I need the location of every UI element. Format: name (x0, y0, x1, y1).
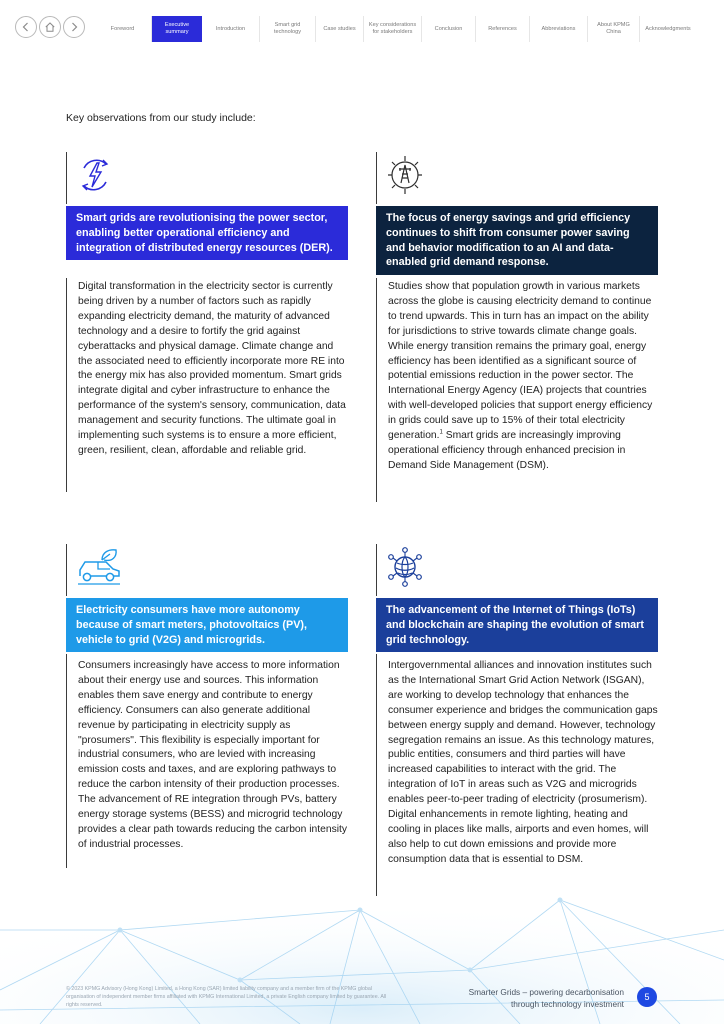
tab-key-considerations[interactable]: Key considerations for stakeholders (364, 16, 422, 42)
tab-executive-summary[interactable]: Executive summary (152, 16, 202, 42)
report-title-line: Smarter Grids – powering decarbonisation (468, 987, 624, 997)
home-button[interactable] (39, 16, 61, 38)
panel-body: Digital transformation in the electricity sector is currently being driven by a number of factors such as rapidly expanding electricity demand, the maturity of advanced technology and a desire to fortify the grid against cyberattacks and physical damage. Climate change and the associated need to efficiently incorporate more RE into the energy mix has also provided momentum. Smart grids integrate digital and cyber infrastructure to enhance the performance of the system's sensory, communication, data management and security functions. The ultimate goal in implementing such systems is to ensure a more efficient, green, resilient, clean, affordable and reliable grid. (78, 281, 346, 456)
power-tower-icon (386, 154, 424, 196)
panel-divider (66, 152, 67, 204)
footnote-marker[interactable]: 1 (439, 429, 443, 436)
chevron-right-icon (68, 21, 80, 33)
section-tabs (94, 16, 696, 42)
tab-introduction[interactable]: Introduction (202, 16, 260, 42)
panel-divider (376, 654, 377, 896)
observation-panel-efficiency (376, 152, 658, 502)
observation-panel-consumers (66, 544, 348, 868)
home-icon (44, 21, 56, 33)
intro-text: Key observations from our study include: (66, 112, 256, 124)
network-globe-icon (386, 546, 424, 588)
legal-notice: © 2023 KPMG Advisory (Hong Kong) Limited, a Hong Kong (SAR) limited liability company and a member firm of the KPMG global organisation of independent member firms affiliated with KPMG International Limited, a private English company limited by guarantee. All rights reserved. (66, 986, 387, 1008)
tab-foreword[interactable]: Foreword (94, 16, 152, 42)
tab-conclusion[interactable]: Conclusion (422, 16, 476, 42)
panel-heading: Smart grids are revolutionising the power sector, enabling better operational efficiency and integration of distributed energy resources (DER). (66, 206, 348, 260)
panel-body-text: Smart grids are increasingly improving operational efficiency through enhanced precision in Demand Side Management (DSM). (388, 430, 626, 471)
report-title-line: through technology investment (510, 999, 624, 1009)
panel-divider (376, 544, 377, 596)
tab-case-studies[interactable]: Case studies (316, 16, 364, 42)
tab-smart-grid-technology[interactable]: Smart grid technology (260, 16, 316, 42)
panel-divider (376, 152, 377, 204)
panel-body-text: Studies show that population growth in various markets across the globe is causing electricity demand to continue to trend upwards. This in turn has an impact on the ability for jurisdictions to strive towards climate change goals. While energy transition remains the primary goal, energy efficiency has been identified as a significant source of potential emissions reduction in the power sector. The International Energy Agency (IEA) projects that countries with well-developed policies that support energy efficiency in grids could save up to 15% of their total electricity generation. (388, 281, 653, 442)
panel-body: Consumers increasingly have access to more information about their energy use and sources. This information enables them save energy and contribute to energy efficiency. Consumers can also generate additional revenue by participating in electricity supply as "prosumers". This flexibility is especially important for industrial consumers, who are levied with increasing emission costs and taxes, and are exploring pathways to reduce the carbon intensity of their production processes. The advancement of RE integration through PVs, battery energy storage systems (BESS) and microgrid technology provides a clear path towards reducing the carbon intensity of industrial processes. (78, 660, 348, 850)
tab-about-kpmg-china[interactable]: About KPMG China (588, 16, 640, 42)
tab-references[interactable]: References (476, 16, 530, 42)
panel-body: Intergovernmental alliances and innovation institutes such as the International Smart Grid Action Network (ISGAN), are working to develop technology that enhances the consumer experience and bridges the communication gaps between energy supply and demand. However, technology segregation remains an issue. As this technology matures, public entities, consumers and third parties will have increased capabilities to interact with the grid. The integration of IoT in areas such as V2G and microgrids enables peer-to-peer trading of electricity (prosumerism). Digital enhancements in remote lighting, heating and cooling in places like malls, airports and even homes, will also help to cut down emissions and provide more consumption data that is essential to DSM. (388, 660, 658, 865)
lightning-cycle-icon (76, 154, 114, 196)
chevron-left-icon (20, 21, 32, 33)
panel-heading: Electricity consumers have more autonomy because of smart meters, photovoltaics (PV), vehicle to grid (V2G) and microgrids. (66, 598, 348, 652)
observation-panel-der (66, 152, 348, 492)
tab-abbreviations[interactable]: Abbreviations (530, 16, 588, 42)
panel-divider (66, 278, 67, 492)
forward-button[interactable] (63, 16, 85, 38)
panel-divider (66, 544, 67, 596)
panel-heading: The advancement of the Internet of Things (IoTs) and blockchain are shaping the evolution of smart grid technology. (376, 598, 658, 652)
report-title (438, 986, 624, 1010)
panel-body (388, 280, 660, 474)
electric-car-icon (76, 546, 122, 588)
panel-heading: The focus of energy savings and grid efficiency continues to shift from consumer power saving and behavior modification to an AI and data-enabled grid demand response. (376, 206, 658, 275)
back-button[interactable] (15, 16, 37, 38)
panel-divider (376, 278, 377, 502)
panel-divider (66, 654, 67, 868)
page-number: 5 (637, 987, 657, 1007)
tab-acknowledgments[interactable]: Acknowledgments (645, 25, 691, 32)
top-navigation (0, 0, 724, 50)
observation-panel-iot (376, 544, 658, 896)
